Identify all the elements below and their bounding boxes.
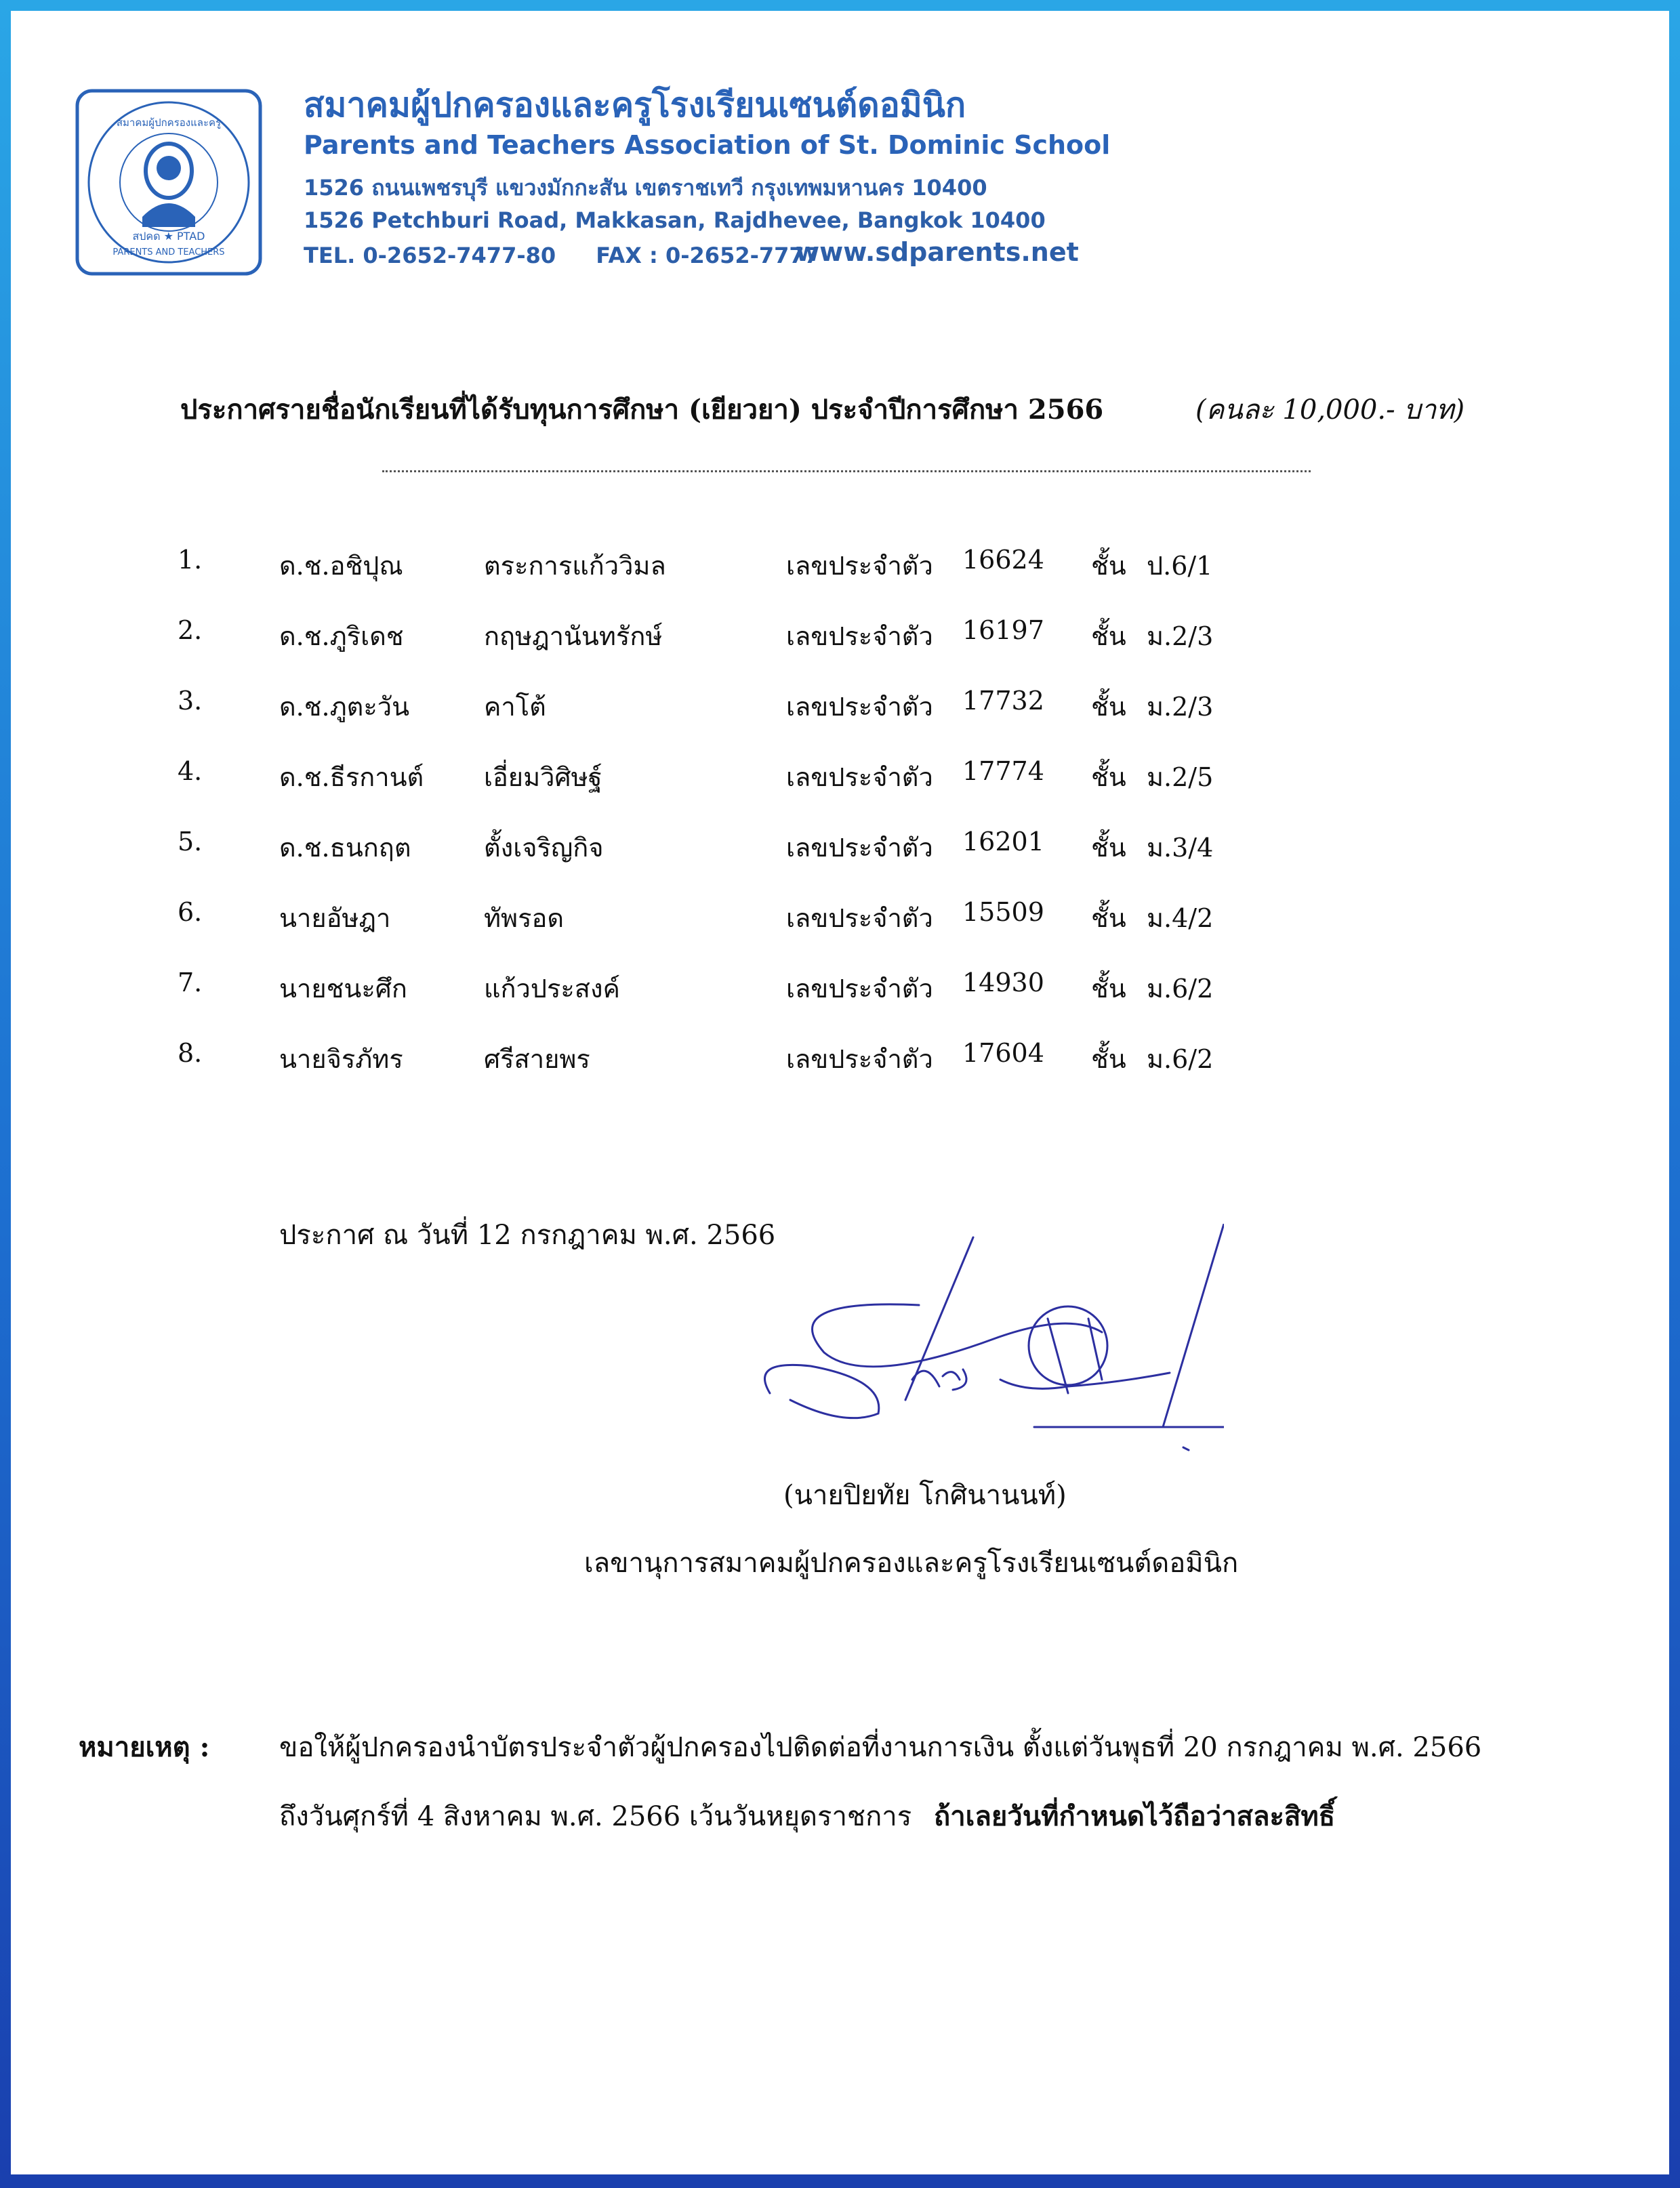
student-id: 16197 — [962, 615, 1044, 645]
student-name: ด.ช.ภูตะวัน — [279, 692, 410, 722]
class-label: ชั้น — [1091, 621, 1126, 651]
student-surname: กฤษฎานันทรักษ์ — [484, 621, 663, 651]
amount-note: (คนละ 10,000.- บาท) — [1195, 394, 1465, 426]
id-label: เลขประจำตัว — [786, 692, 933, 722]
student-surname: ตั้งเจริญกิจ — [484, 833, 604, 863]
note-line-2-text: ถึงวันศุกร์ที่ 4 สิงหาคม พ.ศ. 2566 เว้นวันหยุดราชการ — [279, 1801, 912, 1832]
student-id: 17774 — [962, 756, 1044, 786]
class-label: ชั้น — [1091, 1044, 1126, 1074]
class-label: ชั้น — [1091, 903, 1126, 933]
id-label: เลขประจำตัว — [786, 621, 933, 651]
class-room: ม.6/2 — [1147, 974, 1214, 1004]
student-name: นายอัษฎา — [279, 903, 391, 933]
id-label: เลขประจำตัว — [786, 903, 933, 933]
row-number: 2. — [178, 615, 203, 645]
id-label: เลขประจำตัว — [786, 1044, 933, 1074]
student-row — [11, 686, 1669, 733]
association-logo-icon — [75, 88, 263, 276]
id-label: เลขประจำตัว — [786, 974, 933, 1004]
signatory-name: (นายปิยทัย โกศินานนท์) — [783, 1480, 1067, 1511]
note-label: หมายเหตุ : — [79, 1731, 210, 1763]
class-room: ม.2/3 — [1147, 621, 1214, 651]
svg-text:สปคด ★ PTAD: สปคด ★ PTAD — [132, 230, 205, 243]
student-id: 17604 — [962, 1038, 1044, 1068]
note-line-2-bold: ถ้าเลยวันที่กำหนดไว้ถือว่าสละสิทธิ์ — [933, 1800, 1336, 1832]
student-row — [11, 897, 1669, 945]
org-name-english: Parents and Teachers Association of St. Dominic School — [304, 130, 1111, 160]
announcement-date: ประกาศ ณ วันที่ 12 กรกฎาคม พ.ศ. 2566 — [279, 1220, 776, 1251]
address-thai: 1526 ถนนเพชรบุรี แขวงมักกะสัน เขตราชเทวี กรุงเทพมหานคร 10400 — [304, 175, 987, 201]
student-surname: คาโต้ — [484, 692, 546, 722]
id-label: เลขประจำตัว — [786, 833, 933, 863]
class-room: ป.6/1 — [1147, 551, 1213, 581]
student-row — [11, 756, 1669, 804]
dotted-divider — [382, 470, 1311, 472]
id-label: เลขประจำตัว — [786, 551, 933, 581]
org-name-thai: สมาคมผู้ปกครองและครูโรงเรียนเซนต์ดอมินิก — [304, 85, 966, 125]
signature-icon — [750, 1224, 1224, 1468]
signatory-title: เลขานุการสมาคมผู้ปกครองและครูโรงเรียนเซนต์ดอมินิก — [584, 1548, 1239, 1579]
student-surname: แก้วประสงค์ — [484, 974, 620, 1004]
class-label: ชั้น — [1091, 762, 1126, 792]
student-surname: เอี่ยมวิศิษฐ์ — [484, 762, 602, 792]
student-name: นายชนะศึก — [279, 974, 407, 1004]
student-surname: ตระการแก้ววิมล — [484, 551, 666, 581]
tel-number: TEL. 0-2652-7477-80 — [304, 243, 556, 268]
student-row — [11, 827, 1669, 874]
row-number: 8. — [178, 1038, 203, 1068]
student-row — [11, 615, 1669, 663]
class-room: ม.2/5 — [1147, 762, 1214, 792]
row-number: 3. — [178, 686, 203, 716]
fax-number: FAX : 0-2652-7777 — [596, 243, 819, 268]
student-surname: ทัพรอด — [484, 903, 565, 933]
student-name: ด.ช.ภูริเดช — [279, 621, 404, 651]
class-room: ม.2/3 — [1147, 692, 1214, 722]
website-link[interactable]: www.sdparents.net — [796, 237, 1079, 267]
student-name: ด.ช.อชิปุณ — [279, 551, 403, 581]
student-name: ด.ช.ธีรกานต์ — [279, 762, 424, 792]
student-row — [11, 545, 1669, 592]
student-row — [11, 1038, 1669, 1086]
student-id: 15509 — [962, 897, 1044, 927]
student-id: 14930 — [962, 968, 1044, 997]
student-name: ด.ช.ธนกฤต — [279, 833, 411, 863]
class-room: ม.4/2 — [1147, 903, 1214, 933]
student-row — [11, 968, 1669, 1015]
document-page — [11, 11, 1669, 2174]
address-english: 1526 Petchburi Road, Makkasan, Rajdhevee, Bangkok 10400 — [304, 207, 1046, 233]
row-number: 1. — [178, 545, 203, 575]
class-label: ชั้น — [1091, 833, 1126, 863]
student-surname: ศรีสายพร — [484, 1044, 590, 1074]
class-label: ชั้น — [1091, 692, 1126, 722]
id-label: เลขประจำตัว — [786, 762, 933, 792]
student-id: 17732 — [962, 686, 1044, 716]
row-number: 4. — [178, 756, 203, 786]
row-number: 6. — [178, 897, 203, 927]
student-id: 16624 — [962, 545, 1044, 575]
row-number: 7. — [178, 968, 203, 997]
contact-line — [304, 237, 1079, 268]
svg-text:PARENTS AND TEACHERS: PARENTS AND TEACHERS — [112, 247, 225, 257]
class-room: ม.6/2 — [1147, 1044, 1214, 1074]
row-number: 5. — [178, 827, 203, 856]
student-name: นายจิรภัทร — [279, 1044, 403, 1074]
class-label: ชั้น — [1091, 551, 1126, 581]
class-label: ชั้น — [1091, 974, 1126, 1004]
svg-text:สมาคมผู้ปกครองและครู: สมาคมผู้ปกครองและครู — [116, 117, 222, 129]
note-line-1: ขอให้ผู้ปกครองนำบัตรประจำตัวผู้ปกครองไปติดต่อที่งานการเงิน ตั้งแต่วันพุธที่ 20 กรกฎาคม พ.ศ. 2566 — [279, 1732, 1482, 1763]
class-room: ม.3/4 — [1147, 833, 1214, 863]
student-id: 16201 — [962, 827, 1044, 856]
note-line-2 — [279, 1794, 1335, 1838]
document-title: ประกาศรายชื่อนักเรียนที่ได้รับทุนการศึกษา (เยียวยา) ประจำปีการศึกษา 2566 — [180, 394, 1104, 426]
